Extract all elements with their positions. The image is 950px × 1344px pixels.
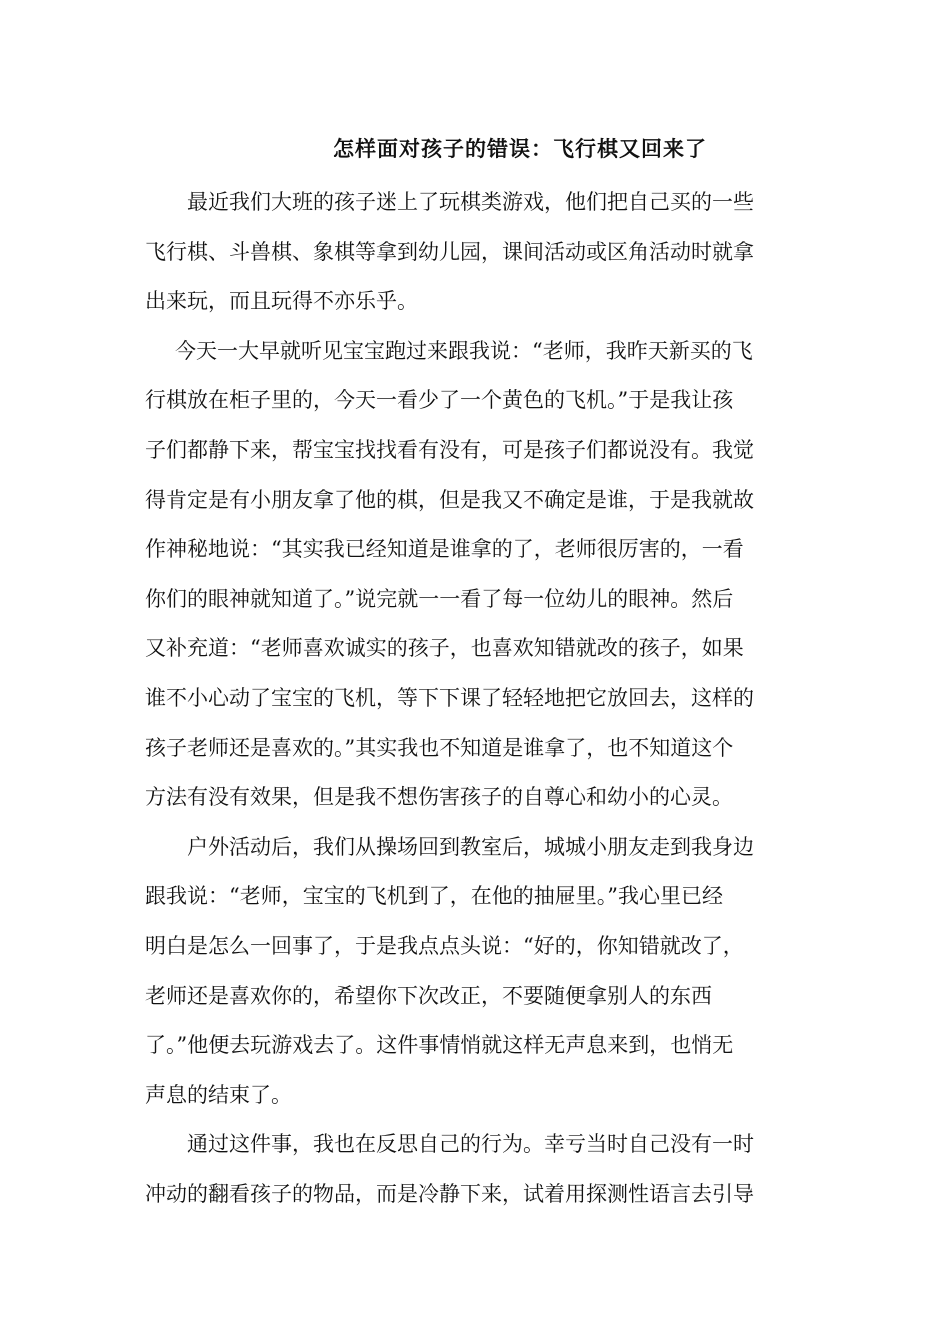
text-line: 得肯定是有小朋友拿了他的棋，但是我又不确定是谁，于是我就故 xyxy=(145,487,754,512)
text-line: 又补充道：“老师喜欢诚实的孩子，也喜欢知错就改的孩子，如果 xyxy=(145,636,744,661)
text-line: 今天一大早就听见宝宝跑过来跟我说：“老师，我昨天新买的飞 xyxy=(175,338,753,363)
document-body xyxy=(145,178,807,1219)
text-line: 你们的眼神就知道了。”说完就一一看了每一位幼儿的眼神。然后 xyxy=(145,586,734,611)
text-line: 谁不小心动了宝宝的飞机，等下下课了轻轻地把它放回去，这样的 xyxy=(145,685,754,710)
text-line: 户外活动后，我们从操场回到教室后，城城小朋友走到我身边 xyxy=(187,834,754,859)
text-line: 通过这件事，我也在反思自己的行为。幸亏当时自己没有一时 xyxy=(187,1132,754,1157)
document-title: 怎样面对孩子的错误：飞行棋又回来了 xyxy=(333,136,707,161)
text-line: 声息的结束了。 xyxy=(145,1082,292,1107)
text-line: 出来玩，而且玩得不亦乐乎。 xyxy=(145,289,418,314)
text-line: 飞行棋、斗兽棋、象棋等拿到幼儿园，课间活动或区角活动时就拿 xyxy=(145,239,754,264)
text-line: 子们都静下来，帮宝宝找找看有没有，可是孩子们都说没有。我觉 xyxy=(145,437,754,462)
text-line: 明白是怎么一回事了，于是我点点头说：“好的，你知错就改了， xyxy=(145,933,744,958)
text-line: 方法有没有效果，但是我不想伤害孩子的自尊心和幼小的心灵。 xyxy=(145,785,733,810)
text-line: 孩子老师还是喜欢的。”其实我也不知道是谁拿了，也不知道这个 xyxy=(145,735,734,760)
text-line: 作神秘地说：“其实我已经知道是谁拿的了，老师很厉害的，一看 xyxy=(145,537,744,562)
text-line: 冲动的翻看孩子的物品，而是冷静下来，试着用探测性语言去引导 xyxy=(145,1181,754,1206)
text-line: 了。”他便去玩游戏去了。这件事情悄就这样无声息来到，也悄无 xyxy=(145,1033,734,1058)
text-line: 最近我们大班的孩子迷上了玩棋类游戏，他们把自己买的一些 xyxy=(187,190,754,214)
text-line: 跟我说：“老师，宝宝的飞机到了，在他的抽屉里。”我心里已经 xyxy=(145,884,723,909)
text-line: 行棋放在柜子里的，今天一看少了一个黄色的飞机。”于是我让孩 xyxy=(145,388,734,413)
text-line: 老师还是喜欢你的，希望你下次改正，不要随便拿别人的东西 xyxy=(145,983,712,1008)
